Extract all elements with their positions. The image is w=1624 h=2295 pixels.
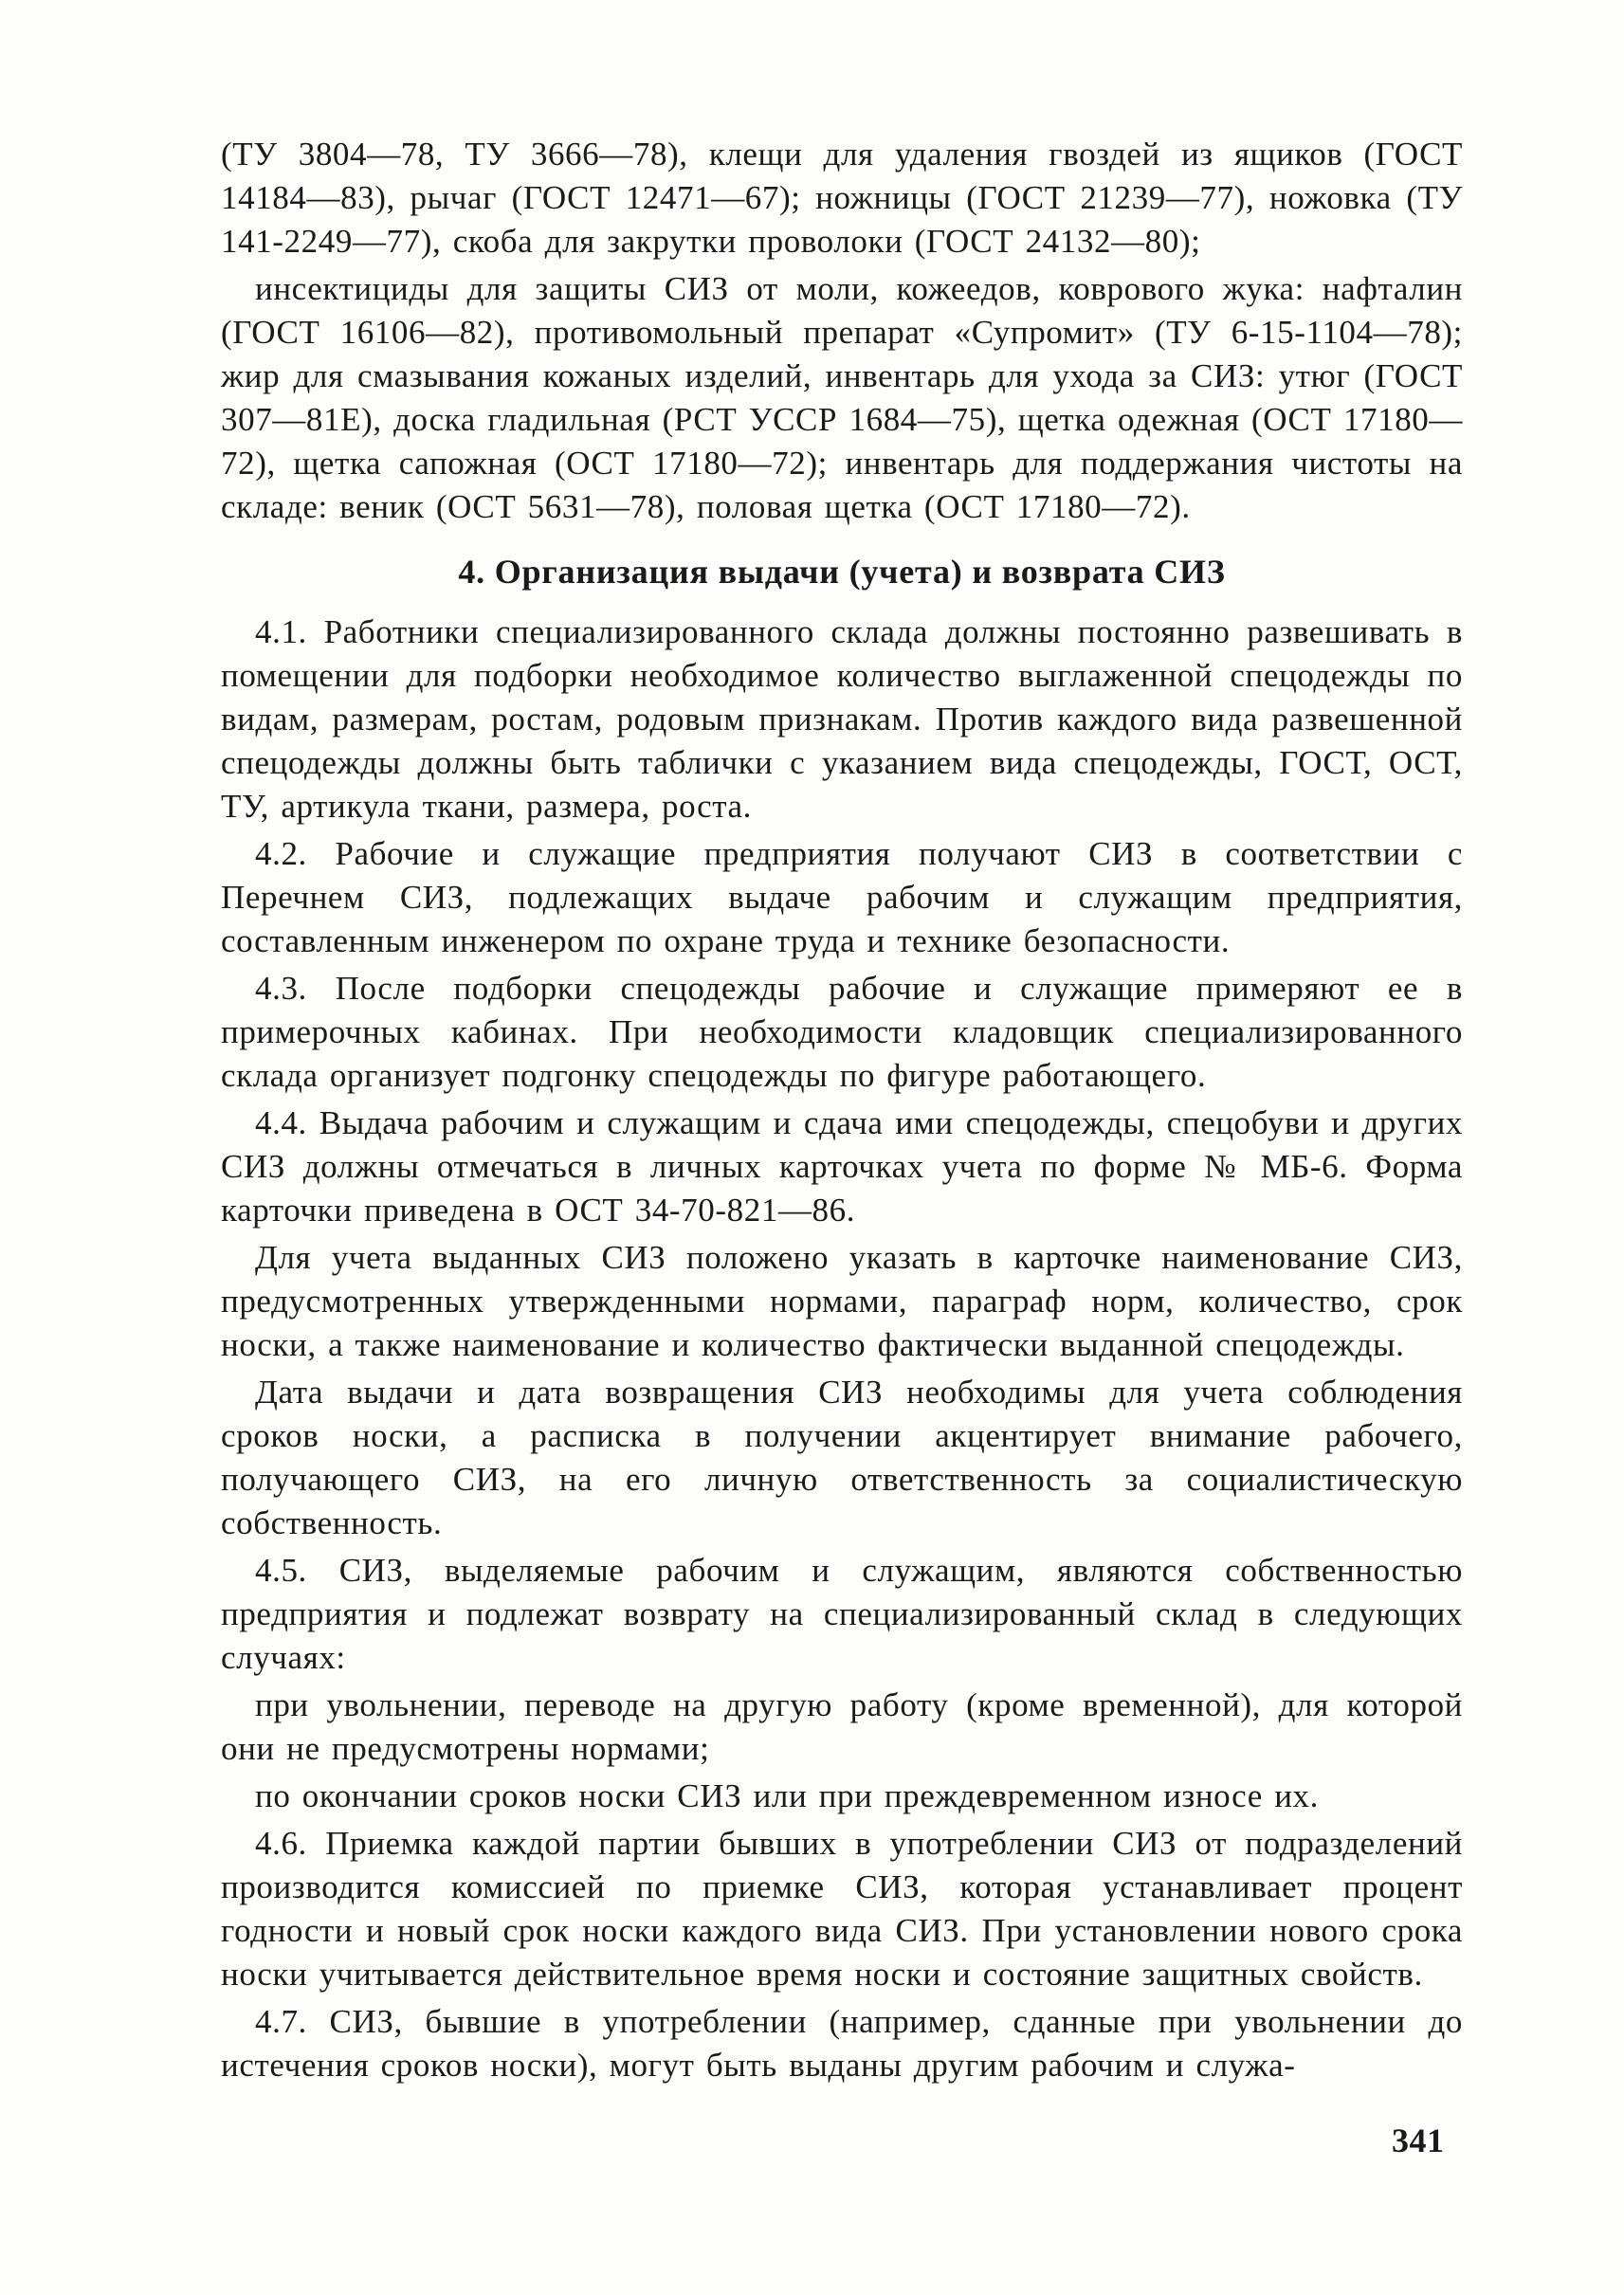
paragraph-wear-end: по окончании сроков носки СИЗ или при преждевременном износе их.: [255, 1777, 1319, 1814]
paragraph-4-1: 4.1. Работники специализированного склада должны постоянно развешивать в помещении для подборки необходимое количество выглаженной спецодежды по видам, размерам, ростам, родовым признакам. Против каждого вида развешенной спецодежды должны быть таблички с указанием вида спецодежды, ГОСТ, ОСТ, ТУ, артикула ткани, размера, роста.: [221, 613, 1463, 825]
paragraph-4-2: 4.2. Рабочие и служащие предприятия получают СИЗ в соответствии с Перечнем СИЗ, подлежащих выдаче рабочим и служащим предприятия, составленным инженером по охране труда и технике безопасности.: [221, 835, 1463, 959]
paragraph-4-3: 4.3. После подборки спецодежды рабочие и служащие примеряют ее в примерочных кабинах. При необходимости кладовщик специализированного склада организует подгонку спецодежды по фигуре работающего.: [221, 970, 1463, 1094]
paragraph-4-7: 4.7. СИЗ, бывшие в употреблении (например, сданные при увольнении до истечения сроков носки), могут быть выданы другим рабочим и служа-: [221, 2003, 1463, 2084]
page-number: 341: [1392, 2122, 1445, 2159]
paragraph-accounting: Для учета выданных СИЗ положено указать в карточке наименование СИЗ, предусмотренных утвержденными нормами, параграф норм, количество, срок носки, а также наименование и количество фактически выданной спецодежды.: [221, 1239, 1463, 1363]
paragraph-tools-continuation: (ТУ 3804—78, ТУ 3666—78), клещи для удаления гвоздей из ящиков (ГОСТ 14184—83), рычаг (ГОСТ 12471—67); ножницы (ГОСТ 21239—77), ножовка (ТУ 141-2249—77), скоба для закрутки проволоки (ГОСТ 24132—80);: [221, 136, 1463, 260]
paragraph-4-5: 4.5. СИЗ, выделяемые рабочим и служащим, являются собственностью предприятия и подлежат возврату на специализированный склад в следующих случаях:: [221, 1552, 1463, 1676]
paragraph-4-4: 4.4. Выдача рабочим и служащим и сдача ими спецодежды, спецобуви и других СИЗ должны отмечаться в личных карточках учета по форме № МБ-6. Форма карточки приведена в ОСТ 34-70-821—86.: [221, 1104, 1463, 1229]
paragraph-4-6: 4.6. Приемка каждой партии бывших в употреблении СИЗ от подразделений производится комиссией по приемке СИЗ, которая устанавливает процент годности и новый срок носки каждого вида СИЗ. При установлении нового срока носки учитывается действительное время носки и состояние защитных свойств.: [221, 1825, 1463, 1993]
text-column: [221, 133, 1463, 2087]
paragraph-insecticides: инсектициды для защиты СИЗ от моли, кожеедов, коврового жука: нафталин (ГОСТ 16106—82), противомольный препарат «Супромит» (ТУ 6-15-1104—78); жир для смазывания кожаных изделий, инвентарь для ухода за СИЗ: утюг (ГОСТ 307—81Е), доска гладильная (РСТ УССР 1684—75), щетка одежная (ОСТ 17180—72), щетка сапожная (ОСТ 17180—72); инвентарь для поддержания чистоты на складе: веник (ОСТ 5631—78), половая щетка (ОСТ 17180—72).: [221, 270, 1463, 525]
section-heading: 4. Организация выдачи (учета) и возврата СИЗ: [458, 553, 1226, 591]
paragraph-dismissal: при увольнении, переводе на другую работу (кроме временной), для которой они не предусмотрены нормами;: [221, 1686, 1463, 1767]
paragraph-dates: Дата выдачи и дата возвращения СИЗ необходимы для учета соблюдения сроков носки, а расписка в получении акцентирует внимание рабочего, получающего СИЗ, на его личную ответственность за социалистическую собственность.: [221, 1374, 1463, 1541]
